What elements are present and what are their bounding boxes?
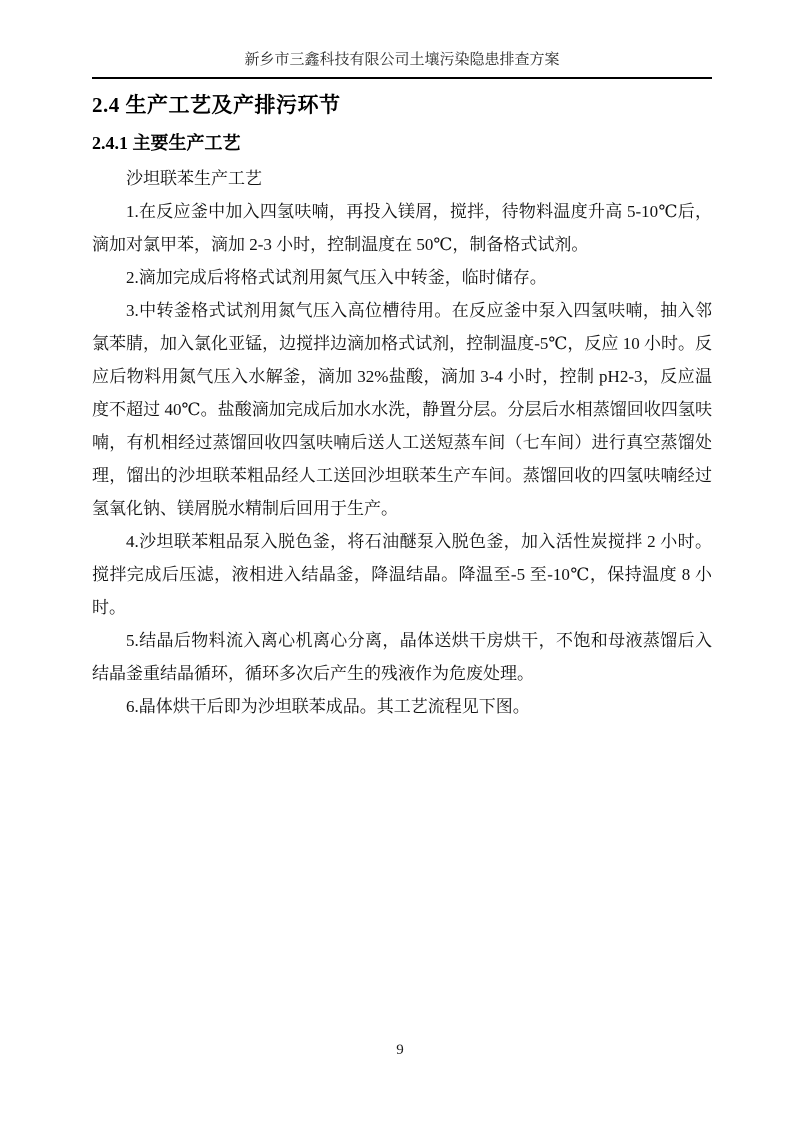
paragraph-step-3: 3.中转釜格式试剂用氮气压入高位槽待用。在反应釜中泵入四氢呋喃，抽入邻氯苯腈，加入氯化亚锰，边搅拌边滴加格式试剂，控制温度-5℃，反应 10 小时。反应后物料用氮气压入水解釜，滴加 32%盐酸，滴加 3-4 小时，控制 pH2-3，反应温度不超过 40℃。盐酸滴加完成后加水水洗，静置分层。分层后水相蒸馏回收四氢呋喃，有机相经过蒸馏回收四氢呋喃后送人工送短蒸车间（七车间）进行真空蒸馏处理，馏出的沙坦联苯粗品经人工送回沙坦联苯生产车间。蒸馏回收的四氢呋喃经过氢氧化钠、镁屑脱水精制后回用于生产。 (92, 301, 712, 518)
paragraph-step-2: 2.滴加完成后将格式试剂用氮气压入中转釜，临时储存。 (126, 268, 547, 287)
section-heading: 2.4 生产工艺及产排污环节 (92, 93, 341, 117)
subsection-heading: 2.4.1 主要生产工艺 (92, 133, 241, 153)
paragraph-process-title: 沙坦联苯生产工艺 (126, 169, 262, 188)
page-number: 9 (396, 1042, 404, 1058)
body-text (92, 162, 712, 723)
document-header-title: 新乡市三鑫科技有限公司土壤污染隐患排查方案 (92, 50, 712, 79)
paragraph-step-6: 6.晶体烘干后即为沙坦联苯成品。其工艺流程见下图。 (126, 697, 530, 716)
paragraph-step-5: 5.结晶后物料流入离心机离心分离，晶体送烘干房烘干，不饱和母液蒸馏后入结晶釜重结晶循环，循环多次后产生的残液作为危废处理。 (92, 631, 712, 683)
content-area (92, 50, 712, 723)
paragraph-step-1: 1.在反应釜中加入四氢呋喃，再投入镁屑，搅拌，待物料温度升高 5-10℃后，滴加对氯甲苯，滴加 2-3 小时，控制温度在 50℃，制备格式试剂。 (92, 202, 712, 254)
paragraph-step-4: 4.沙坦联苯粗品泵入脱色釜，将石油醚泵入脱色釜，加入活性炭搅拌 2 小时。搅拌完成后压滤，液相进入结晶釜，降温结晶。降温至-5 至-10℃，保持温度 8 小时。 (92, 532, 712, 617)
